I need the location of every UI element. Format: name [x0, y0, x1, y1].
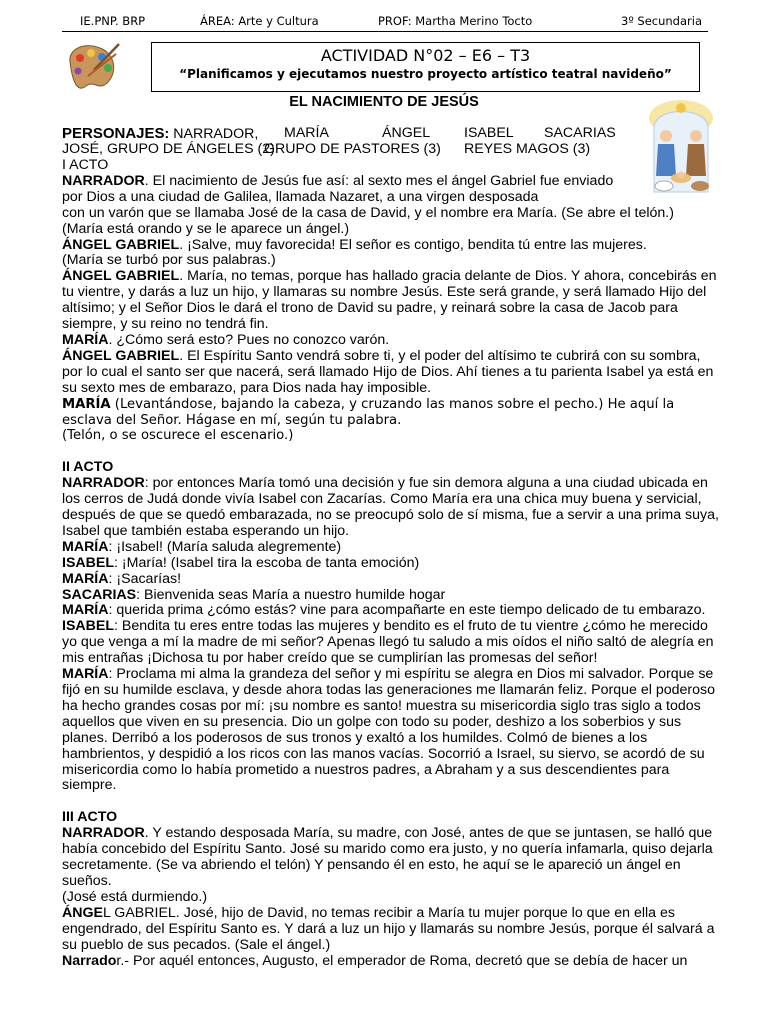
- characters-row-1: PERSONAJES: NARRADOR, MARÍA ÁNGEL ISABEL SACARIAS: [62, 125, 616, 142]
- act-1-line: con un varón que se llamaba José de la casa de David, y el nombre era María. (Se abre el telón.): [62, 204, 674, 221]
- act-1-line: (María se turbó por sus palabras.): [62, 252, 276, 269]
- act-1-line: NARRADOR. El nacimiento de Jesús fue así: al sexto mes el ángel Gabriel fue enviado por Dios a una ciudad de Galilea, llamada Nazaret, a una virgen desposada: [62, 172, 614, 205]
- act-2-line: ISABEL: ¡María! (Isabel tira la escoba de tanta emoción): [62, 554, 420, 571]
- act-1-line: ÁNGEL GABRIEL. María, no temas, porque has hallado gracia delante de Dios. Y ahora, concebirás en tu vientre, y darás a luz un hijo, y llamaras su nombre Jesús. Este será grande, y será llamado Hijo del altísimo; y el Señor Dios le dará el trono de David su padre, y reinará sobre la casa de Jacob para siempre, y su reino no tendrá fin.: [62, 268, 717, 333]
- activity-subtitle: “Planificamos y ejecutamos nuestro proyecto artístico teatral navideño”: [179, 67, 672, 81]
- act-2-line: SACARIAS: Bienvenida seas María a nuestro humilde hogar: [62, 586, 446, 603]
- character-jose-angeles: JOSÉ, GRUPO DE ÁNGELES (2): [62, 141, 275, 157]
- act-1-line: (María está orando y se le aparece un ángel.): [62, 220, 350, 237]
- character-reyes: REYES MAGOS (3): [464, 141, 591, 157]
- act-2-line: MARÍA: ¡Isabel! (María saluda alegremente): [62, 538, 342, 555]
- act-1-line: MARÍA. ¿Cómo será esto? Pues no conozco varón.: [62, 331, 390, 348]
- character-sacarias: SACARIAS: [544, 125, 616, 141]
- act-1-heading: I ACTO: [62, 157, 109, 173]
- act-3-heading: III ACTO: [62, 809, 118, 826]
- script-body: [62, 126, 722, 969]
- act-3-line: ÁNGEL GABRIEL. José, hijo de David, no temas recibir a María tu mujer porque lo que en ella es engendrado, del Espíritu Santo es. Y dará a luz un hijo y llamarás su nombre Jesús, porque él salvará a su pueblo de sus pecados. (Sale el ángel.): [62, 904, 715, 953]
- character-isabel: ISABEL: [464, 125, 514, 141]
- paint-palette-icon: [64, 40, 122, 102]
- act-2-heading: II ACTO: [62, 459, 114, 476]
- header-rule: [62, 31, 708, 32]
- act-1-line: ÁNGEL GABRIEL. ¡Salve, muy favorecida! El señor es contigo, bendita tú entre las mujeres.: [62, 236, 647, 253]
- activity-title-box: [151, 42, 700, 92]
- character-narrador: NARRADOR,: [173, 126, 259, 142]
- act-1-line: (Telón, o se oscurece el escenario.): [62, 428, 294, 444]
- act-2-line: MARÍA: Proclama mi alma la grandeza del señor y mi espíritu se alegra en Dios mi salvador. Porque se fijó en su humilde esclava, y desde ahora todas las generaciones me llamarán feliz. Porque el poderoso ha hecho grandes cosas por mí: ¡su nombre es santo! muestra su misericordia siglo tras siglo a todos aquellos que viven en su presencia. Dio un golpe con todo su poder, deshizo a los soberbios y sus planes. Derribó a los poderosos de sus tronos y exaltó a los humildes. Colmó de bienes a los hambrientos, y despidió a los ricos con las manos vacías. Socorrió a Israel, su siervo, se acordó de su misericordia como lo había prometido a nuestros padres, a Abraham y a sus descendientes para siempre.: [62, 666, 716, 794]
- character-angel: ÁNGEL: [382, 125, 431, 141]
- act-2-line: ISABEL: Bendita tu eres entre todas las mujeres y bendito es el fruto de tu vientre ¿cómo he merecido yo que venga a mí la madre de mi señor? Apenas llegó tu saludo a mis oídos el niño saltó de alegría en mis entrañas ¡Dichosa tu por haber creído que se cumplirían las promesas del señor!: [62, 618, 714, 667]
- header-school: IE.PNP. BRP: [80, 14, 146, 28]
- act-3-line: NARRADOR. Y estando desposada María, su madre, con José, antes de que se juntasen, se halló que había concebido del Espíritu Santo. José su marido como era justo, y no quería infamarla, quiso dejarla secretamente. (Se va abriendo el telón) Y pensando él en esto, he aquí se le apareció un ángel en sueños.: [62, 825, 713, 889]
- act-3-line: (José está durmiendo.): [62, 888, 208, 905]
- characters-row-2: [62, 142, 722, 158]
- act-2-line: MARÍA: querida prima ¿cómo estás? vine para acompañarte en este tiempo delicado de tu embarazo.: [62, 602, 706, 619]
- activity-number: ACTIVIDAD N°02 – E6 – T3: [320, 46, 531, 65]
- characters-label: PERSONAJES: [62, 125, 165, 142]
- act-2-line: MARÍA: ¡Sacarías!: [62, 570, 182, 587]
- act-2-line: NARRADOR: por entonces María tomó una decisión y fue sin demora alguna a una ciudad ubicada en los cerros de Judá donde vivía Isabel con Zacarías. Como María era una chica muy buena y servicial, después de que se quedó embarazada, no se preocupó solo de sí misma, fue a servir a una prima suya, Isabel que también estaba esperando un hijo.: [62, 475, 719, 539]
- character-maria: MARÍA: [284, 125, 329, 141]
- page-header: [80, 14, 702, 30]
- header-grade: 3º Secundaria: [621, 14, 702, 28]
- character-pastores: GRUPO DE PASTORES (3): [264, 141, 441, 157]
- document-title: EL NACIMIENTO DE JESÚS: [289, 94, 479, 110]
- header-teacher: PROF: Martha Merino Tocto: [378, 14, 533, 28]
- act-1-line: MARÍA (Levantándose, bajando la cabeza, y cruzando las manos sobre el pecho.) He aquí la esclava del Señor. Hágase en mí, según tu palabra.: [62, 396, 675, 428]
- act-1-line: ÁNGEL GABRIEL. El Espíritu Santo vendrá sobre ti, y el poder del altísimo te cubrirá con su sombra, por lo cual el santo ser que nacerá, será llamado Hijo de Dios. Ahí tienes a tu parienta Isabel ya está en su sexto mes de embarazo, para Dios nada hay imposible.: [62, 347, 714, 396]
- header-area: ÁREA: Arte y Cultura: [200, 14, 319, 28]
- act-3-line: Narrador.- Por aquél entonces, Augusto, el emperador de Roma, decretó que se debía de hacer un: [62, 952, 688, 969]
